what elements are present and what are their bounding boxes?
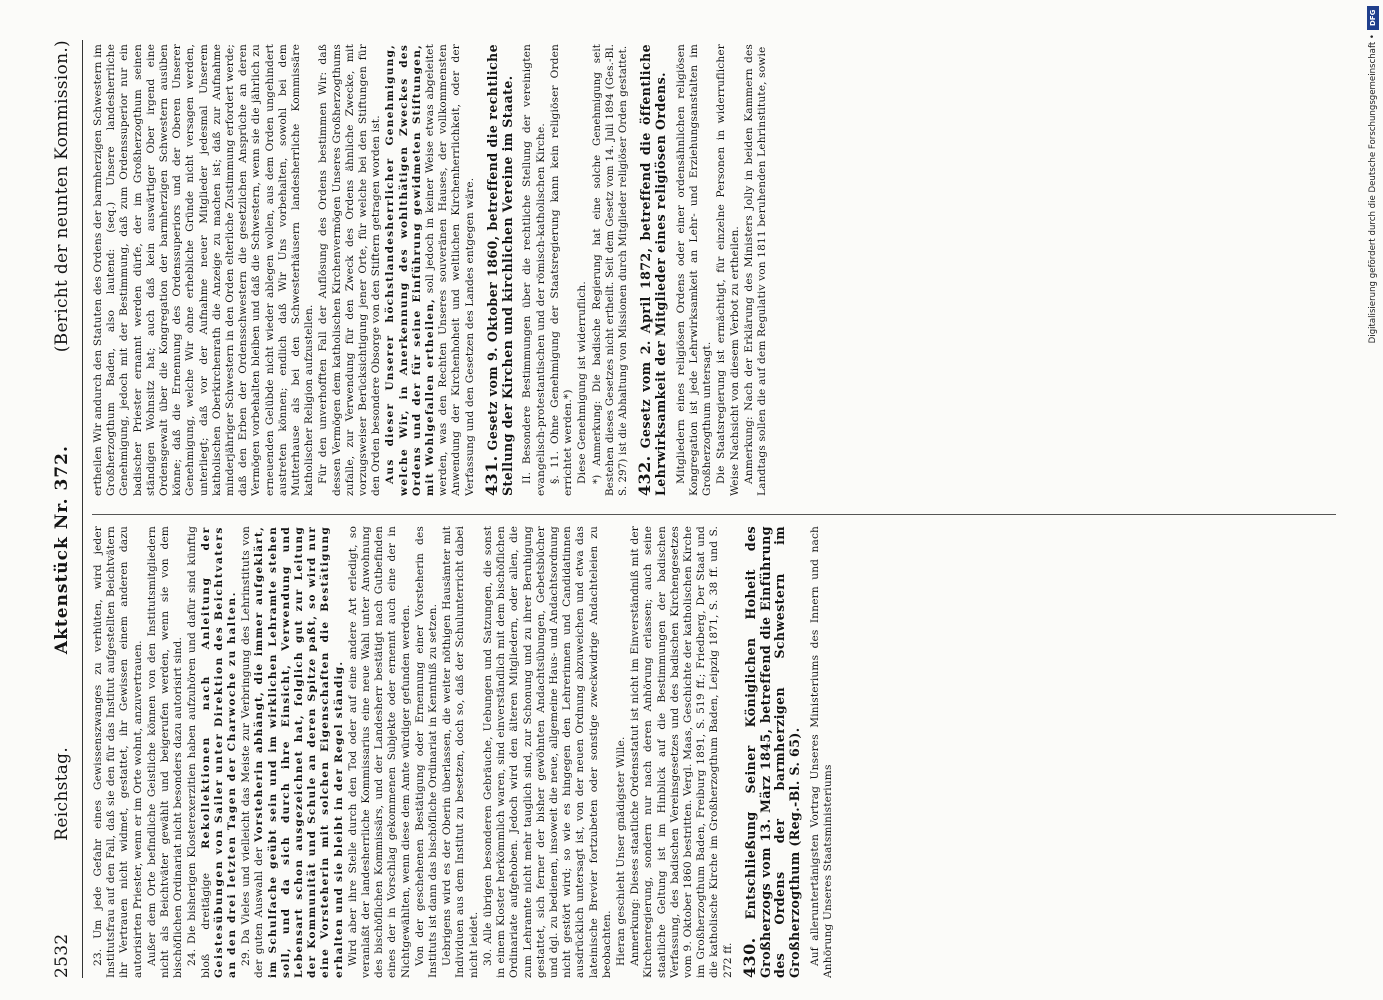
header-left-title: Reichstag.	[52, 746, 72, 841]
section-number-432: 432.	[635, 455, 655, 496]
section-number-430: 430.	[739, 937, 759, 978]
left-column	[92, 526, 1336, 978]
paragraph-23-cont: Außer dem Orte befindliche Geistliche können von den Institutsmitgliedern nicht als Beichtväter gewählt und beigerufen werden, wenn sie von dem bischöflichen Ordinariat nicht besonders dazu autorisirt sind.	[145, 526, 185, 978]
footnote-annotation: *) Anmerkung: Die badische Regierung hat eine solche Genehmigung seit Bestehen dieses Gesetzes nicht ertheilt. Seit dem Gesetz vom 14. Juli 1894 (Ges.-Bl. S. 297) ist die Abhaltung von Missionen durch Mitglieder religiöser Orden gestattet.	[591, 44, 629, 496]
paragraph-29-emphasis: Vorsteherin abhängt, die immer aufgeklärt, im Schulfache geübt sein und im wirklichen Lehramte stehen soll, und da sich durch ihre Einsicht, Verwendung und Lebensart schon ausgezeichnet hat, folglich gut zur Leitung der Kommunität und Schule an deren Spitze paßt, so wird nur eine Vorsteherin mit solchen Eigenschaften die Bestätigung erhalten und sie bleibt in der Regel ständig.	[253, 526, 345, 978]
paragraph-23: 23. Um jede Gefahr eines Gewissenszwanges zu verhüten, wird jeder Institutsfrau auf den Fall, daß sie den für das Institut aufgestellten Beichtvätern ihr Vertrauen nicht widmet, gestattet, ihr Gewissen einem anderen dazu autorisirten Priester, wenn er im Orte wohnt, anzuvertrauen.	[92, 526, 144, 978]
section-title-430: Entschließung Seiner Königlichen Hoheit des Großherzogs vom 13. März 1845, betreffend die Einführung des Ordens der barmherzigen Schwestern im Großherzogthum (Reg.-Bl. S. 65).	[742, 526, 803, 978]
paragraph-election: Wird aber ihre Stelle durch den Tod oder auf eine andere Art erledigt, so veranlaßt der landesherrliche Kommissarius eine neue Wahl unter Anwohnung des bischöflichen Kommissärs, und der Landesherr bestätigt nach Gutbefinden eines der in Vorschlag gekommenen Subjekte oder ernennt auch eine der in Nichtgewählten, wenn diese dem Amte würdiger gefunden werden.	[346, 526, 412, 978]
paragraph-will: Hieran geschieht Unser gnädigster Wille.	[614, 736, 627, 966]
paragraph-430-intro: Auf alleruntertänigsten Vortrag Unseres Ministeriums des Innern und nach Anhörung Unseres Staatsministeriums	[808, 526, 835, 978]
section-title-431: Gesetz vom 9. Oktober 1860, betreffend die rechtliche Stellung der Kirchen und kirchlichen Vereine im Staate.	[484, 44, 515, 496]
paragraph-approval-emphasis: Aus dieser Unserer höchstlandesherrlicher Genehmigung, welche Wir, in Anerkennung des wohlthätigen Zweckes des Ordens und der für seine Einführung gewidmeten Stiftungen, mit Wohlgefallen ertheilen,	[384, 44, 437, 496]
paragraph-exemption: Die Staatsregierung ist ermächtigt, für einzelne Personen in widerruflicher Weise Nachsicht von diesem Verbot zu ertheilen.	[715, 44, 741, 496]
paragraph-house-offices: Uebrigens wird es der Oberin überlassen, die weiter nöthigen Hausämter mit Individuen aus dem Institut zu besetzen, doch so, daß der Schulunterricht dabei nicht leidet.	[441, 526, 480, 978]
section-heading-431	[481, 44, 516, 496]
section-heading-432	[635, 44, 669, 496]
paragraph-24-text: 24. Die bisherigen Klosterexerzitien haben aufzuhören und dafür sind künftig bloß dreitägige	[186, 526, 212, 978]
digitization-credit	[1366, 6, 1380, 996]
paragraph-statutes: ertheilen Wir andurch den Statuten des Ordens der barmherzigen Schwestern im Großherzogthum Baden, also lautend: (seq.) Unsere landesherrliche Genehmigung, jedoch mit der Bestimmung, daß zum Ordenssuperior nur ein badischer Priester ernannt werden dürfe, der im Großherzogthum seinen ständigen Wohnsitz hat; auch daß kein auswärtiger Ober irgend eine Ordensgewalt über die Kongregation der barmherzigen Schwestern ausüben könne; daß die Ernennung des Ordenssuperiors und der Oberen Unserer Genehmigung, welche Wir ohne erhebliche Gründe nicht versagen werden, unterliegt; daß vor der Aufnahme neuer Mitglieder jedesmal Unserem katholischen Oberkirchenrath die Anzeige zu machen ist; daß zur Aufnahme minderjähriger Schwestern in den Orden elterliche Zustimmung erfordert werde; daß den Erben der Ordensschwestern die gesetzlichen Ansprüche an deren Vermögen vorbehalten bleiben und daß die Schwestern, wenn sie die jährlich zu erneuenden Gelübde nicht wieder ablegen wollen, aus dem Orden ungehindert austreten können; endlich daß Wir Uns vorbehalten, sowohl bei dem Mutterhause als bei den Schwesterhäusern landesherrliche Kommissäre katholischer Religion aufzustellen.	[92, 44, 316, 496]
paragraph-special-provisions: II. Besondere Bestimmungen über die rechtliche Stellung der vereinigten evangelisch-protestantischen und der römisch-katholischen Kirche.	[521, 44, 547, 496]
paragraph-teaching-ban: Mitgliedern eines religiösen Ordens oder einer ordensähnlichen religiösen Kongregation ist jede Lehrwirksamkeit an Lehr- und Erziehungsanstalten im Großherzogthum untersagt.	[674, 44, 714, 496]
section-number-431: 431.	[481, 455, 501, 496]
paragraph-11: §. 11. Ohne Genehmigung der Staatsregierung kann kein religiöser Orden errichtet werden.*)	[548, 44, 575, 496]
paragraph-29	[240, 526, 346, 978]
section-heading-430	[739, 526, 803, 978]
credit-text: Digitalisierung gefördert durch die Deutsche Forschungsgemeinschaft •	[1368, 34, 1378, 344]
page-number: 2532	[52, 933, 72, 978]
running-header	[52, 40, 80, 978]
header-rule	[82, 40, 83, 978]
header-document-number: Aktenstück Nr. 372.	[52, 445, 72, 655]
paragraph-approval	[384, 44, 476, 496]
right-column	[92, 44, 1336, 496]
annotation-note: Anmerkung: Dieses staatliche Ordensstatut ist nicht im Einverständniß mit der Kirchenregierung, sondern nur nach deren Anhörung erlassen; auch seine staatliche Geltung ist im Hinblick auf die Bestimmungen der badischen Verfassung, des badischen Vereinsgesetzes und des badischen Kirchengesetzes vom 9. Oktober 1860 bestritten. Vergl. Maas, Geschichte der katholischen Kirche im Großherzogthum Baden, Freiburg 1891, S. 519 ff.; Friedberg, Der Staat und die katholische Kirche im Großherzogthum Baden, Leipzig 1871, S. 38 ff. und S. 272 ff.	[629, 526, 734, 978]
column-divider	[92, 514, 1336, 515]
header-right-title: (Bericht der neunten Kommission.)	[52, 40, 72, 353]
paragraph-confirmation: Von der geschehenen Bestätigung oder Ernennung einer Vorsteherin des Instituts ist dann das bischöfliche Ordinariat in Kenntniß zu setzen.	[413, 526, 440, 978]
section-title-432: Gesetz vom 2. April 1872, betreffend die öffentliche Lehrwirksamkeit der Mitglieder eines religiösen Ordens.	[638, 44, 668, 496]
paragraph-24-emphasis: Rekollektionen nach Anleitung der Geistesübungen von Sailer unter Direktion des Beichtvaters an den drei letzten Tagen der Charwoche zu halten.	[199, 526, 239, 978]
paragraph-dissolution: Für den unverhofften Fall der Auflösung des Ordens bestimmen Wir: daß dessen Vermögen dem katholischen Kirchenvermögen Unseres Großherzogthums zufalle, zur Verwendung für den Zweck des Ordens ähnliche Zwecke, mit vorzugsweiser Berücksichtigung jener Orte, für welche bei den Stiftungen für den Orden besondere Obsorge von den Stiftern getragen worden ist.	[317, 44, 383, 496]
paragraph-revocable: Diese Genehmigung ist widerruflich.	[576, 281, 589, 484]
paragraph-24	[186, 526, 239, 978]
paragraph-29-text: 29. Da Vieles und vielleicht das Meiste zur Verbringung des Lehrinstituts von der guten Auswahl der	[240, 526, 266, 978]
paragraph-approval-text: soll jedoch in keiner Weise etwas abgeleitet werden, was den Rechten Unseres souveränen Hauses, der vollkommensten Anwendung der Kirchenhoheit und weltlichen Kirchenherrlichkeit, oder der Verfassung und den Gesetzen des Landes entgegen wäre.	[424, 44, 476, 496]
dfg-logo: DFG	[1367, 6, 1379, 30]
paragraph-jolly-annotation: Anmerkung: Nach der Erklärung des Ministers Jolly in beiden Kammern des Landtags sollen die auf dem Regulativ von 1811 beruhenden Lehrinstitute, sowie	[742, 44, 768, 496]
paragraph-30: 30. Alle übrigen besonderen Gebräuche, Uebungen und Satzungen, die sonst in einem Kloster herkömmlich waren, sind einverständlich mit dem bischöflichen Ordinariate aufgehoben. Jedoch wird den älteren Mitgliedern, oder allen, die zum Lehramte nicht mehr tauglich sind, zur Schonung und zu ihrer Beruhigung gestattet, sich ferner der bisher gewöhnten Andachtsübungen, Gebetsbücher und dgl. zu bedienen, insoweit die neue, allgemeine Haus- und Andachtsordnung nicht gestört wird; so wie es hingegen den Lehrerinnen und Candidatinnen ausdrücklich untersagt ist, von der neuen Ordnung abzuweichen und etwa das lateinische Brevier fortzubeten oder sonstige zweckwidrige Andachteleien zu beobachten.	[481, 526, 613, 978]
document-page	[16, 16, 1346, 996]
